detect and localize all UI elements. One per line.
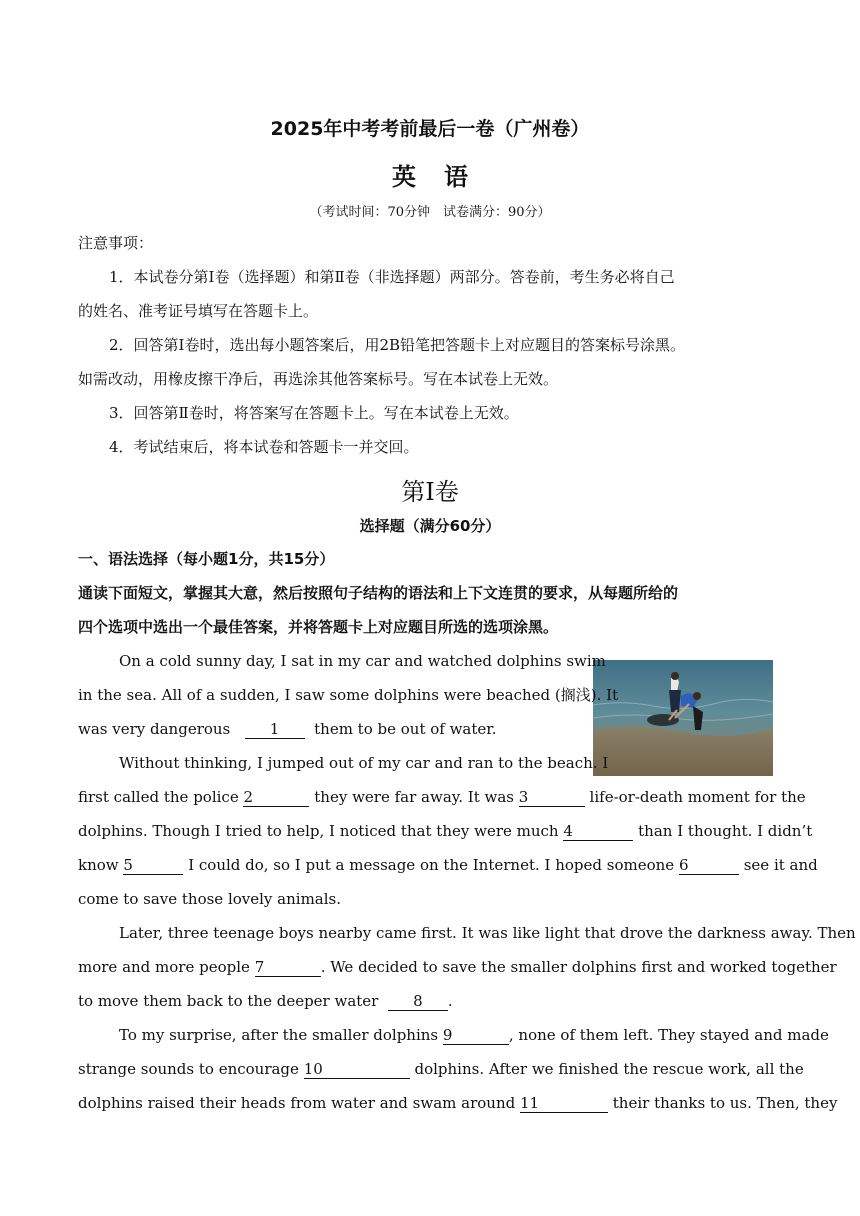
passage-text: than I thought. I didn’t (638, 822, 813, 840)
notes-heading: 注意事项： (78, 234, 154, 252)
blank-9: 9 (443, 1027, 509, 1045)
passage-line-10 (78, 957, 837, 977)
note-2-line-1: 2．回答第Ⅰ卷时，选出每小题答案后，用2B铅笔把答题卡上对应题目的答案标号涂黑。 (109, 336, 686, 354)
passage-text: to move them back to the deeper water (78, 992, 379, 1010)
passage-text: dolphins raised their heads from water and swam around (78, 1094, 516, 1112)
blank-1: 1 (245, 721, 305, 739)
passage-text: dolphins. Though I tried to help, I noticed that they were much (78, 822, 559, 840)
volume-title: 第Ⅰ卷 (401, 478, 459, 506)
blank-2: 2 (243, 789, 309, 807)
blank-4: 4 (563, 823, 633, 841)
passage-text: dolphins. After we finished the rescue work, all the (414, 1060, 804, 1078)
blank-3: 3 (519, 789, 585, 807)
passage-text: To my surprise, after the smaller dolphins (119, 1026, 439, 1044)
passage-line-5 (78, 787, 806, 807)
subject-char-2: 语 (444, 163, 468, 191)
passage-line-13 (78, 1059, 804, 1079)
passage-text: first called the police (78, 788, 239, 806)
passage-text: was very dangerous (78, 720, 231, 738)
section-title: 选择题（满分60分） (359, 517, 501, 535)
note-4: 4．考试结束后，将本试卷和答题卡一并交回。 (109, 438, 419, 456)
note-1-line-2: 的姓名、准考证号填写在答题卡上。 (78, 302, 319, 320)
blank-11: 11 (520, 1095, 608, 1113)
passage-line-8: come to save those lovely animals. (78, 890, 341, 908)
passage-line-7 (78, 855, 818, 875)
passage-text: more and more people (78, 958, 250, 976)
passage-text: I could do, so I put a message on the Internet. I hoped someone (188, 856, 675, 874)
passage-text: them to be out of water. (314, 720, 497, 738)
subject-title (0, 157, 860, 192)
part1-heading: 一、语法选择（每小题1分，共15分） (78, 550, 335, 568)
passage-line-6 (78, 821, 813, 841)
subject-char-1: 英 (392, 163, 416, 191)
passage-line-3 (78, 719, 497, 739)
exam-title: 2025年中考考前最后一卷（广州卷） (270, 118, 590, 140)
note-1-line-1: 1．本试卷分第Ⅰ卷（选择题）和第Ⅱ卷（非选择题）两部分。答卷前，考生务必将自己 (109, 268, 675, 286)
dolphin-rescue-photo (593, 660, 773, 776)
passage-text: life-or-death moment for the (589, 788, 806, 806)
passage-text: know (78, 856, 119, 874)
passage-line-9: Later, three teenage boys nearby came first. It was like light that drove the darkness away. Then (119, 924, 856, 942)
passage-text: see it and (743, 856, 818, 874)
passage-line-14 (78, 1093, 838, 1113)
passage-line-12 (119, 1025, 829, 1045)
passage-text: their thanks to us. Then, they (612, 1094, 838, 1112)
blank-6: 6 (679, 857, 739, 875)
part1-instruction-line-1: 通读下面短文，掌握其大意，然后按照句子结构的语法和上下文连贯的要求，从每题所给的 (78, 584, 679, 602)
passage-text: strange sounds to encourage (78, 1060, 299, 1078)
passage-line-2: in the sea. All of a sudden, I saw some dolphins were beached (搁浅). It (78, 686, 619, 704)
passage-text: . (447, 992, 453, 1010)
passage-text: , none of them left. They stayed and made (508, 1026, 829, 1044)
passage-text: . We decided to save the smaller dolphins first and worked together (320, 958, 837, 976)
passage-text: they were far away. It was (314, 788, 514, 806)
passage-line-4: Without thinking, I jumped out of my car and ran to the beach. I (119, 754, 609, 772)
part1-instruction-line-2: 四个选项中选出一个最佳答案，并将答题卡上对应题目所选的选项涂黑。 (78, 618, 559, 636)
passage-line-11 (78, 991, 453, 1011)
exam-info: （考试时间：70分钟 试卷满分：90分） (309, 205, 551, 220)
blank-7: 7 (255, 959, 321, 977)
blank-5: 5 (123, 857, 183, 875)
note-2-line-2: 如需改动，用橡皮擦干净后，再选涂其他答案标号。写在本试卷上无效。 (78, 370, 559, 388)
passage-line-1: On a cold sunny day, I sat in my car and watched dolphins swim (119, 652, 606, 670)
blank-8: 8 (388, 993, 448, 1011)
note-3: 3．回答第Ⅱ卷时，将答案写在答题卡上。写在本试卷上无效。 (109, 404, 519, 422)
blank-10: 10 (304, 1061, 410, 1079)
